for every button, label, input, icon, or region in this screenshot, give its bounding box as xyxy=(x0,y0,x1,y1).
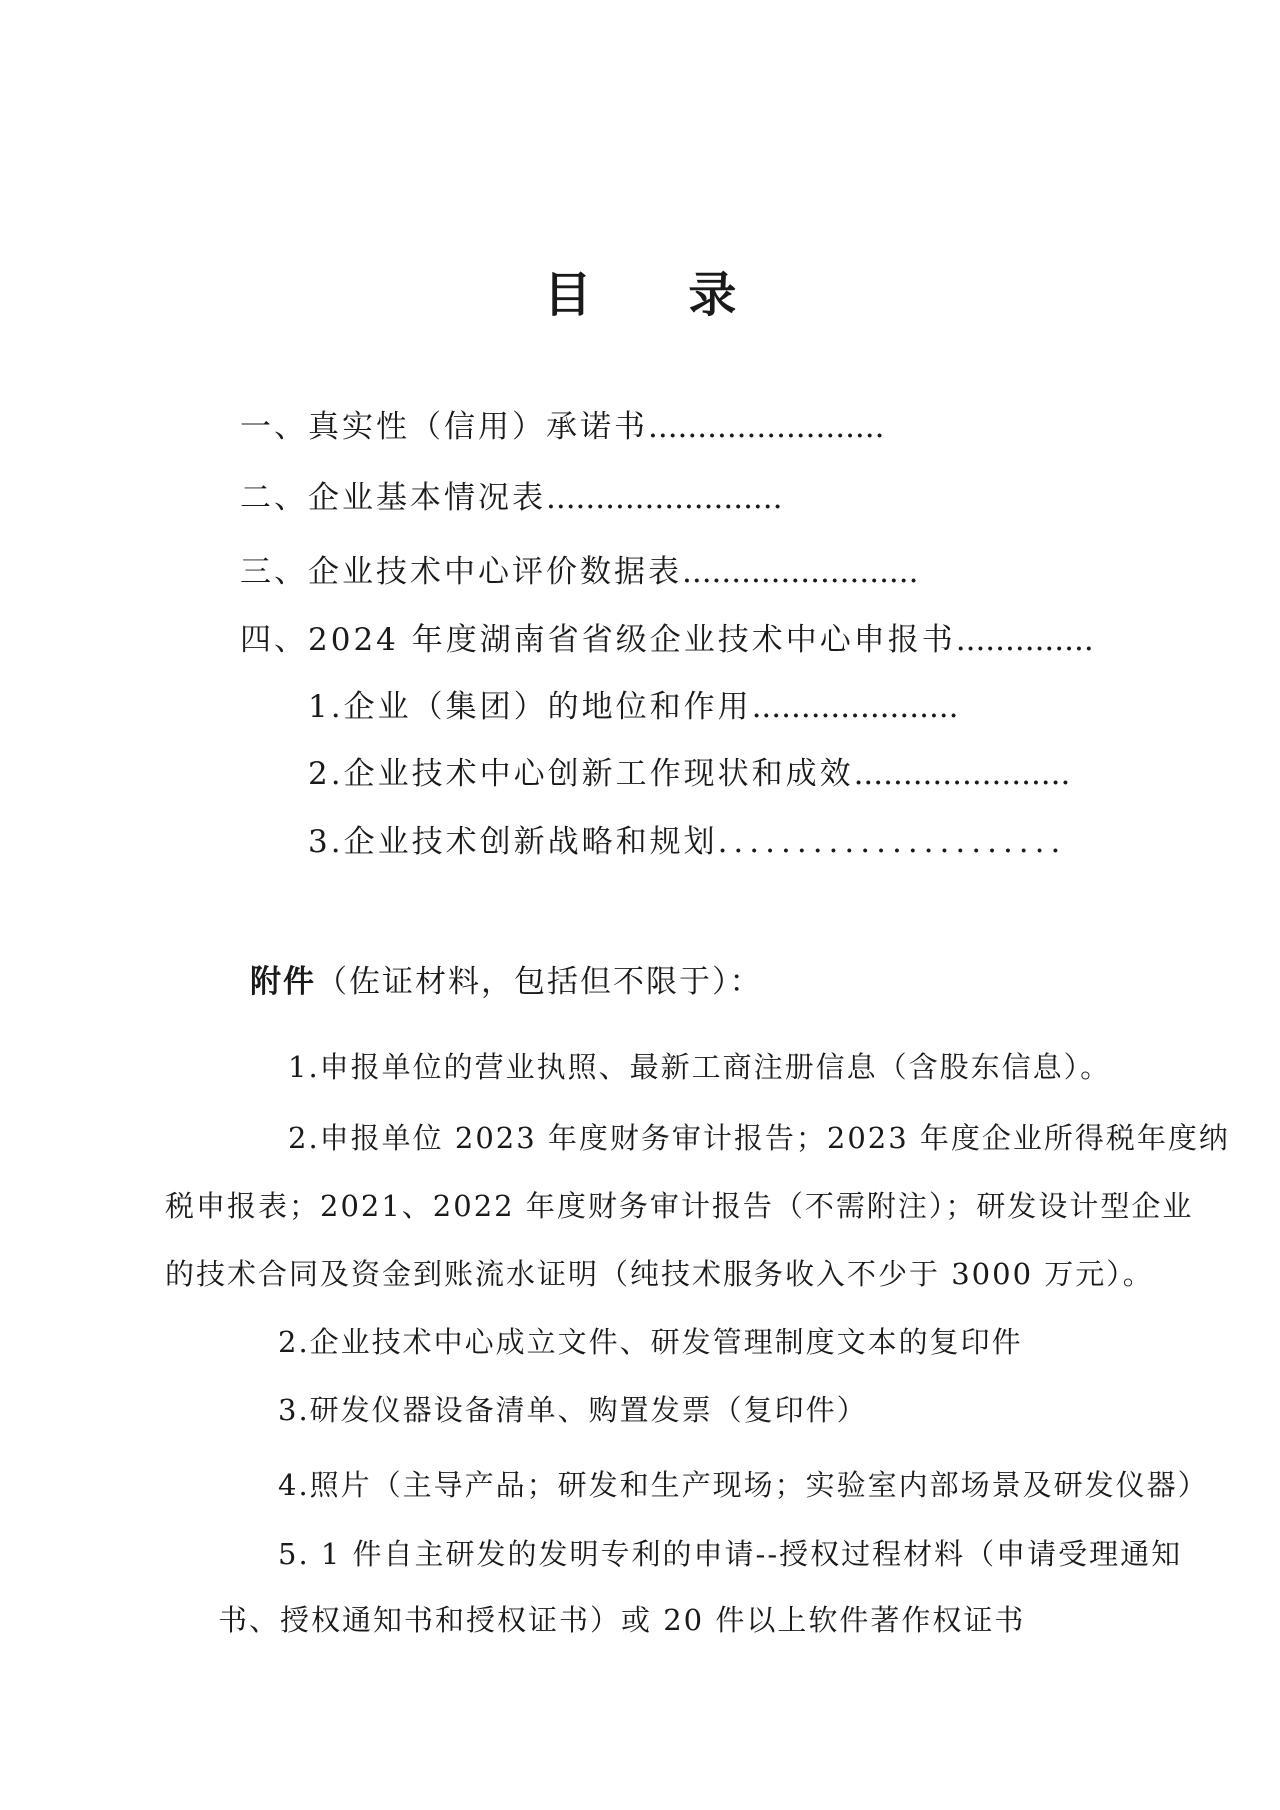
appendix-line-4: 的技术合同及资金到账流水证明（纯技术服务收入不少于 3000 万元）。 xyxy=(165,1257,1154,1291)
appendix-line-1: 1.申报单位的营业执照、最新工商注册信息（含股东信息）。 xyxy=(288,1050,1112,1084)
toc-leader-dots: ........................ xyxy=(546,480,783,516)
toc-leader-dots: ..................... xyxy=(751,689,959,725)
toc-leader-dots: ........................ xyxy=(648,409,885,445)
appendix-line-2: 2.申报单位 2023 年度财务审计报告；2023 年度企业所得税年度纳 xyxy=(288,1121,1230,1155)
toc-leader-dots: ........................ xyxy=(682,554,919,590)
appendix-line-8: 5. 1 件自主研发的发明专利的申请--授权过程材料（申请受理通知 xyxy=(278,1537,1183,1571)
appendix-heading xyxy=(250,962,763,1002)
appendix-line-5: 2.企业技术中心成立文件、研发管理制度文本的复印件 xyxy=(278,1325,1023,1359)
appendix-line-9: 书、授权通知书和授权证书）或 20 件以上软件著作权证书 xyxy=(218,1603,1026,1637)
toc-item-label: 一、真实性（信用）承诺书 xyxy=(240,409,648,445)
toc-item-label: 三、企业技术中心评价数据表 xyxy=(240,554,682,590)
appendix-line-7: 4.照片（主导产品；研发和生产现场；实验室内部场景及研发仪器） xyxy=(278,1468,1209,1502)
page-title: 目 录 xyxy=(543,267,777,323)
toc-leader-dots: .............. xyxy=(955,622,1094,658)
toc-leader-dots: ...................... xyxy=(717,824,1067,860)
toc-subitem-2 xyxy=(308,754,1070,794)
toc-item-4 xyxy=(240,620,1094,660)
toc-item-label: 四、2024 年度湖南省省级企业技术中心申报书 xyxy=(240,622,956,658)
toc-item-label: 3.企业技术创新战略和规划 xyxy=(308,824,718,860)
toc-item-label: 2.企业技术中心创新工作现状和成效 xyxy=(308,756,854,792)
toc-item-label: 1.企业（集团）的地位和作用 xyxy=(308,689,752,725)
toc-subitem-1 xyxy=(308,687,959,727)
appendix-heading-note: （佐证材料，包括但不限于）： xyxy=(316,964,763,1000)
toc-item-3 xyxy=(240,552,919,592)
toc-item-label: 二、企业基本情况表 xyxy=(240,480,546,516)
appendix-line-6: 3.研发仪器设备清单、购置发票（复印件） xyxy=(278,1393,868,1427)
toc-subitem-3 xyxy=(308,822,1066,862)
toc-item-1 xyxy=(240,407,885,447)
appendix-heading-label: 附件 xyxy=(250,964,316,1000)
toc-leader-dots: ...................... xyxy=(853,756,1071,792)
toc-item-2 xyxy=(240,478,783,518)
appendix-line-3: 税申报表；2021、2022 年度财务审计报告（不需附注）；研发设计型企业 xyxy=(165,1189,1194,1223)
